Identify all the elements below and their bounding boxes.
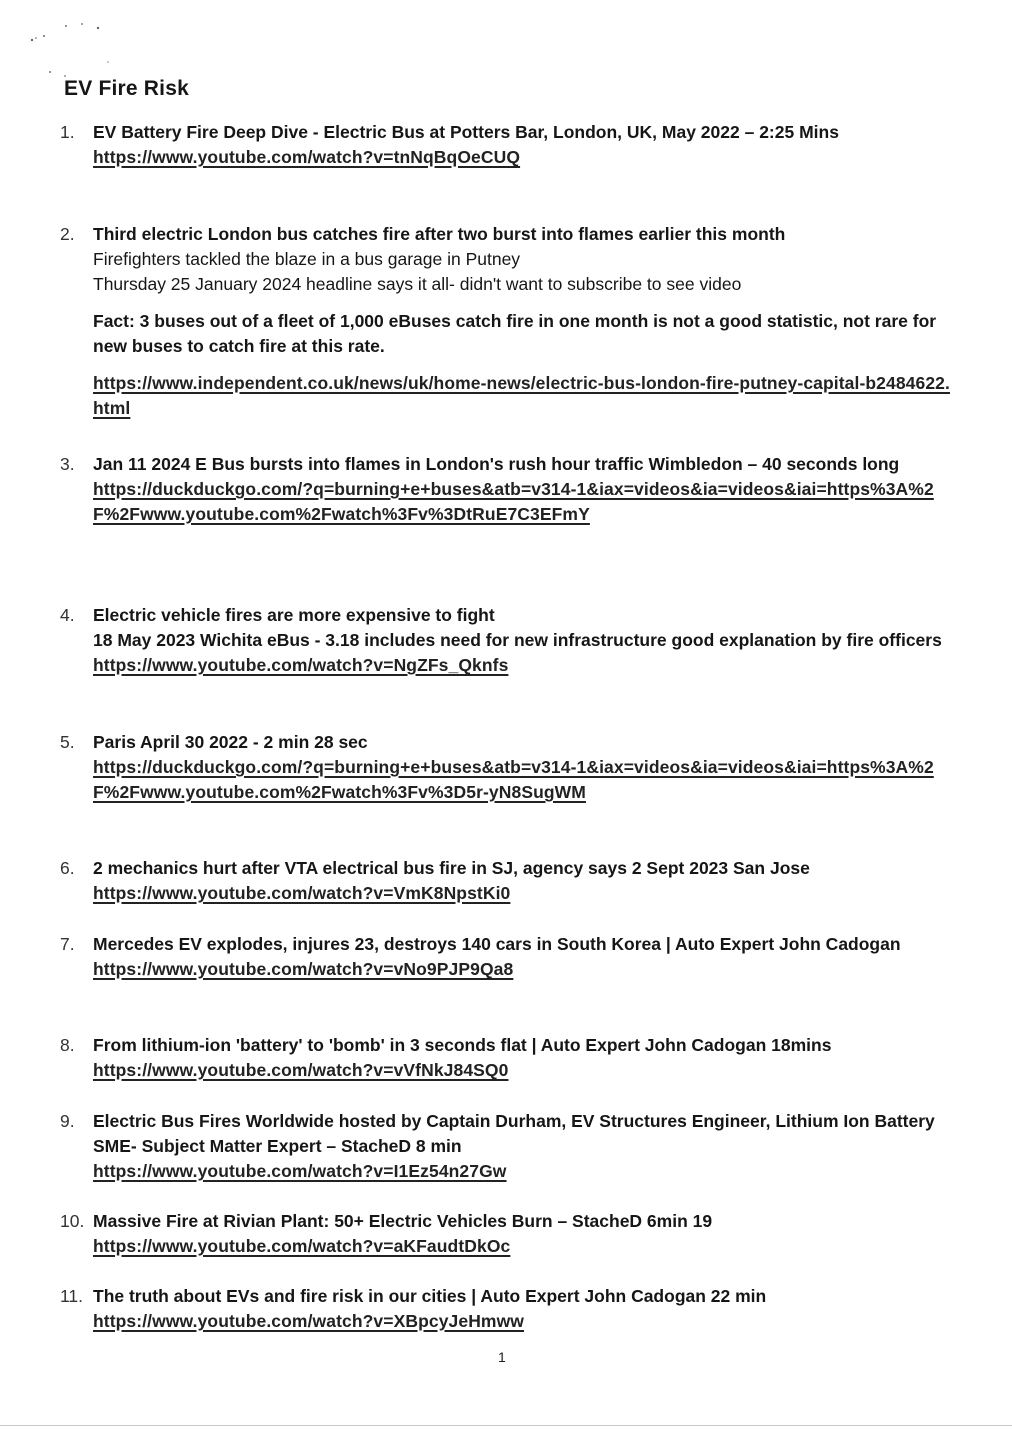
item-heading: Electric vehicle fires are more expensive to fight <box>93 605 495 625</box>
item-heading: Massive Fire at Rivian Plant: 50+ Electric Vehicles Burn – StacheD 6min 19 <box>93 1211 713 1231</box>
item-number: 1. <box>60 122 75 142</box>
item-heading: Third electric London bus catches fire after two burst into flames earlier this month <box>93 224 786 244</box>
item-link[interactable]: https://www.youtube.com/watch?v=aKFaudtDkOc <box>93 1236 511 1256</box>
scan-specks <box>20 10 140 80</box>
item-link[interactable]: https://www.youtube.com/watch?v=tnNqBqOeCUQ <box>93 147 521 167</box>
item-link[interactable]: https://www.youtube.com/watch?v=NgZFs_Qknfs <box>93 655 509 675</box>
item-link[interactable]: https://duckduckgo.com/?q=burning+e+buses&atb=v314-1&iax=videos&ia=videos&iai=https%3A%2F%2Fwww.youtube.com%2Fwatch%3Fv%3DtRuE7C3EFmY <box>93 479 934 524</box>
item-subheading: 18 May 2023 Wichita eBus - 3.18 includes need for new infrastructure good explanation by fire officers <box>93 630 942 650</box>
item-link[interactable]: https://www.youtube.com/watch?v=I1Ez54n27Gw <box>93 1161 507 1181</box>
item-number: 6. <box>60 858 75 878</box>
item-heading: Mercedes EV explodes, injures 23, destroys 140 cars in South Korea | Auto Expert John Cadogan <box>93 934 901 954</box>
item-link[interactable]: https://www.youtube.com/watch?v=XBpcyJeHmww <box>93 1311 525 1331</box>
item-link[interactable]: https://www.youtube.com/watch?v=vNo9PJP9Qa8 <box>93 959 514 979</box>
item-heading: The truth about EVs and fire risk in our cities | Auto Expert John Cadogan 22 min <box>93 1286 767 1306</box>
item-number: 8. <box>60 1035 75 1055</box>
item-number: 7. <box>60 934 75 954</box>
item-link[interactable]: https://www.youtube.com/watch?v=vVfNkJ84SQ0 <box>93 1060 509 1080</box>
item-number: 4. <box>60 605 75 625</box>
item-heading: 2 mechanics hurt after VTA electrical bus fire in SJ, agency says 2 Sept 2023 San Jose <box>93 858 810 878</box>
item-heading: Paris April 30 2022 - 2 min 28 sec <box>93 732 368 752</box>
item-number: 2. <box>60 224 75 244</box>
item-heading: Jan 11 2024 E Bus bursts into flames in London's rush hour traffic Wimbledon – 40 seconds long <box>93 454 900 474</box>
item-subline: Thursday 25 January 2024 headline says it all- didn't want to subscribe to see video <box>93 274 742 294</box>
item-number: 3. <box>60 454 75 474</box>
item-link[interactable]: https://www.youtube.com/watch?v=VmK8NpstKi0 <box>93 883 511 903</box>
item-subline: Firefighters tackled the blaze in a bus garage in Putney <box>93 249 521 269</box>
item-heading: EV Battery Fire Deep Dive - Electric Bus at Potters Bar, London, UK, May 2022 – 2:25 Mins <box>93 122 839 142</box>
page-number: 1 <box>498 1349 506 1365</box>
item-link[interactable]: https://www.independent.co.uk/news/uk/home-news/electric-bus-london-fire-putney-capital-b2484622.html <box>93 373 950 418</box>
document-title: EV Fire Risk <box>64 77 189 100</box>
item-heading: From lithium-ion 'battery' to 'bomb' in 3 seconds flat | Auto Expert John Cadogan 18mins <box>93 1035 832 1055</box>
item-number: 10. <box>60 1211 85 1231</box>
scan-edge-line <box>0 1425 1012 1426</box>
item-heading: Electric Bus Fires Worldwide hosted by Captain Durham, EV Structures Engineer, Lithium Ion Battery SME- Subject Matter Expert – StacheD 8 min <box>93 1111 935 1156</box>
item-number: 9. <box>60 1111 75 1131</box>
item-link[interactable]: https://duckduckgo.com/?q=burning+e+buses&atb=v314-1&iax=videos&ia=videos&iai=https%3A%2F%2Fwww.youtube.com%2Fwatch%3Fv%3D5r-yN8SugWM <box>93 757 934 802</box>
item-fact: Fact: 3 buses out of a fleet of 1,000 eBuses catch fire in one month is not a good statistic, not rare for new buses to catch fire at this rate. <box>93 311 937 356</box>
item-number: 5. <box>60 732 75 752</box>
item-number: 11. <box>60 1286 84 1306</box>
